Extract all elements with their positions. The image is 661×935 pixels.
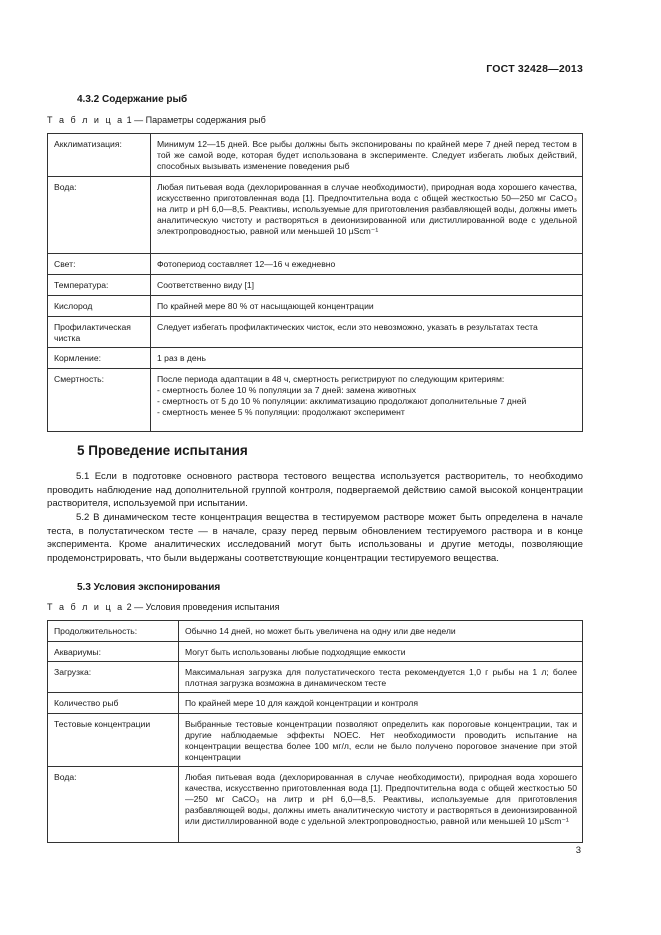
- param-cell: Кормление:: [48, 348, 151, 369]
- table-row: [48, 296, 583, 317]
- value-cell: Любая питьевая вода (дехлорированная в случае необходимости), природная вода хорошего качества, искусственно приготовленная вода [1]. Предпочтительна вода с общей жесткостью 50—250 мг CaCO₃ на литр и pH 6,0—8,5. Реактивы, используемые для приготовления разбавляющей воды, должны иметь аналитическую чистоту и растворяться в деионизированной или дистиллированной воде с удельной электропроводностью, равной или меньшей 10 µScm⁻¹: [151, 177, 583, 254]
- mortality-criterion: - смертность от 5 до 10 % популяции: акклиматизацию продолжают дополнительные 7 дней: [157, 396, 527, 406]
- section-4-3-2-heading: 4.3.2 Содержание рыб: [77, 94, 188, 105]
- param-cell: Аквариумы:: [48, 642, 179, 662]
- param-cell: Смертность:: [48, 369, 151, 432]
- value-cell: [151, 369, 583, 432]
- table-row: [48, 662, 583, 693]
- value-cell: По крайней мере 80 % от насыщающей концентрации: [151, 296, 583, 317]
- table2-caption-label: Т а б л и ц а: [47, 602, 125, 612]
- param-cell: Свет:: [48, 254, 151, 275]
- param-cell: Кислород: [48, 296, 151, 317]
- table1-caption-label: Т а б л и ц а: [47, 115, 125, 125]
- table-row: [48, 767, 583, 843]
- value-cell: Минимум 12—15 дней. Все рыбы должны быть экспонированы по крайней мере 7 дней перед тестом в той же самой воде, которая будет использована в эксперименте. Следует избегать любых действий, способных вызывать изменение поведения рыб: [151, 134, 583, 177]
- value-cell: Выбранные тестовые концентрации позволяют определить как пороговые концентрации, так и другие наблюдаемые эффекты NOEC. Нет необходимости проводить испытание на концентрации вещества более 100 мг/л, если не было получено пороговое значение при этой концентрации: [179, 714, 583, 767]
- param-cell: Количество рыб: [48, 693, 179, 714]
- table1-caption: [47, 115, 266, 125]
- table-row: [48, 177, 583, 254]
- param-cell: Загрузка:: [48, 662, 179, 693]
- table2-caption: [47, 602, 280, 612]
- standard-code: ГОСТ 32428—2013: [486, 63, 583, 75]
- value-cell: По крайней мере 10 для каждой концентрации и контроля: [179, 693, 583, 714]
- table-row: [48, 621, 583, 642]
- value-cell: Любая питьевая вода (дехлорированная в случае необходимости), природная вода хорошего качества, искусственно приготовленная вода [1]. Предпочтительна вода с общей жесткостью 50—250 мг CaCO₃ на литр и pH 6,0—8,5. Реактивы, используемые для приготовления разбавляющей воды, должны иметь аналитическую чистоту и растворяться в деионизированной или дистиллированной воде с удельной электропроводностью, равной или меньшей 10 µScm⁻¹: [179, 767, 583, 843]
- mortality-intro: После периода адаптации в 48 ч, смертность регистрируют по следующим критериям:: [157, 374, 505, 384]
- param-cell: Тестовые концентрации: [48, 714, 179, 767]
- table-row: [48, 134, 583, 177]
- table-row: [48, 348, 583, 369]
- value-cell: Соответственно виду [1]: [151, 275, 583, 296]
- value-cell: Могут быть использованы любые подходящие емкости: [179, 642, 583, 662]
- value-cell: Обычно 14 дней, но может быть увеличена на одну или две недели: [179, 621, 583, 642]
- value-cell: Фотопериод составляет 12—16 ч ежедневно: [151, 254, 583, 275]
- param-cell: Вода:: [48, 767, 179, 843]
- param-cell: Акклиматизация:: [48, 134, 151, 177]
- table2: [47, 620, 583, 843]
- table-row: [48, 693, 583, 714]
- section-5-heading: 5 Проведение испытания: [77, 443, 248, 458]
- table-row: [48, 642, 583, 662]
- param-cell: Вода:: [48, 177, 151, 254]
- table-row: [48, 275, 583, 296]
- param-cell: Температура:: [48, 275, 151, 296]
- value-cell: 1 раз в день: [151, 348, 583, 369]
- section-5-3-heading: 5.3 Условия экспонирования: [77, 582, 221, 593]
- value-cell: Следует избегать профилактических чисток, если это невозможно, указать в результатах теста: [151, 317, 583, 348]
- mortality-criterion: - смертность менее 5 % популяции: продолжают эксперимент: [157, 407, 405, 417]
- table2-caption-text: 2 — Условия проведения испытания: [124, 602, 280, 612]
- param-cell: Продолжительность:: [48, 621, 179, 642]
- paragraph-5-1: 5.1 Если в подготовке основного раствора тестового вещества используется растворитель, то необходимо проводить наблюдение над дополнительной группой контроля, подвергаемой действию самой высокой концентрации растворителя, используемой при испытании.: [47, 471, 583, 510]
- table-row: [48, 369, 583, 432]
- page-number: 3: [575, 845, 581, 856]
- table1-caption-text: 1 — Параметры содержания рыб: [124, 115, 266, 125]
- param-cell: Профилактическая чистка: [48, 317, 151, 348]
- mortality-criterion: - смертность более 10 % популяции за 7 дней: замена животных: [157, 385, 417, 395]
- paragraph-5-2: 5.2 В динамическом тесте концентрация вещества в тестируемом растворе может быть определена в начале теста, в полустатическом тесте — в начале, сразу перед первым обновлением тестируемого раствора и в конце эксперимента. Кроме аналитических исследований могут быть использованы и другие методы, позволяющие продемонстрировать, что были выдержаны соответствующие концентрации тестируемого вещества.: [47, 512, 583, 564]
- table1: [47, 133, 583, 432]
- table-row: [48, 254, 583, 275]
- table-row: [48, 714, 583, 767]
- table-row: [48, 317, 583, 348]
- value-cell: Максимальная загрузка для полустатического теста рекомендуется 1,0 г рыбы на 1 л; более плотная загрузка возможна в динамическом тесте: [179, 662, 583, 693]
